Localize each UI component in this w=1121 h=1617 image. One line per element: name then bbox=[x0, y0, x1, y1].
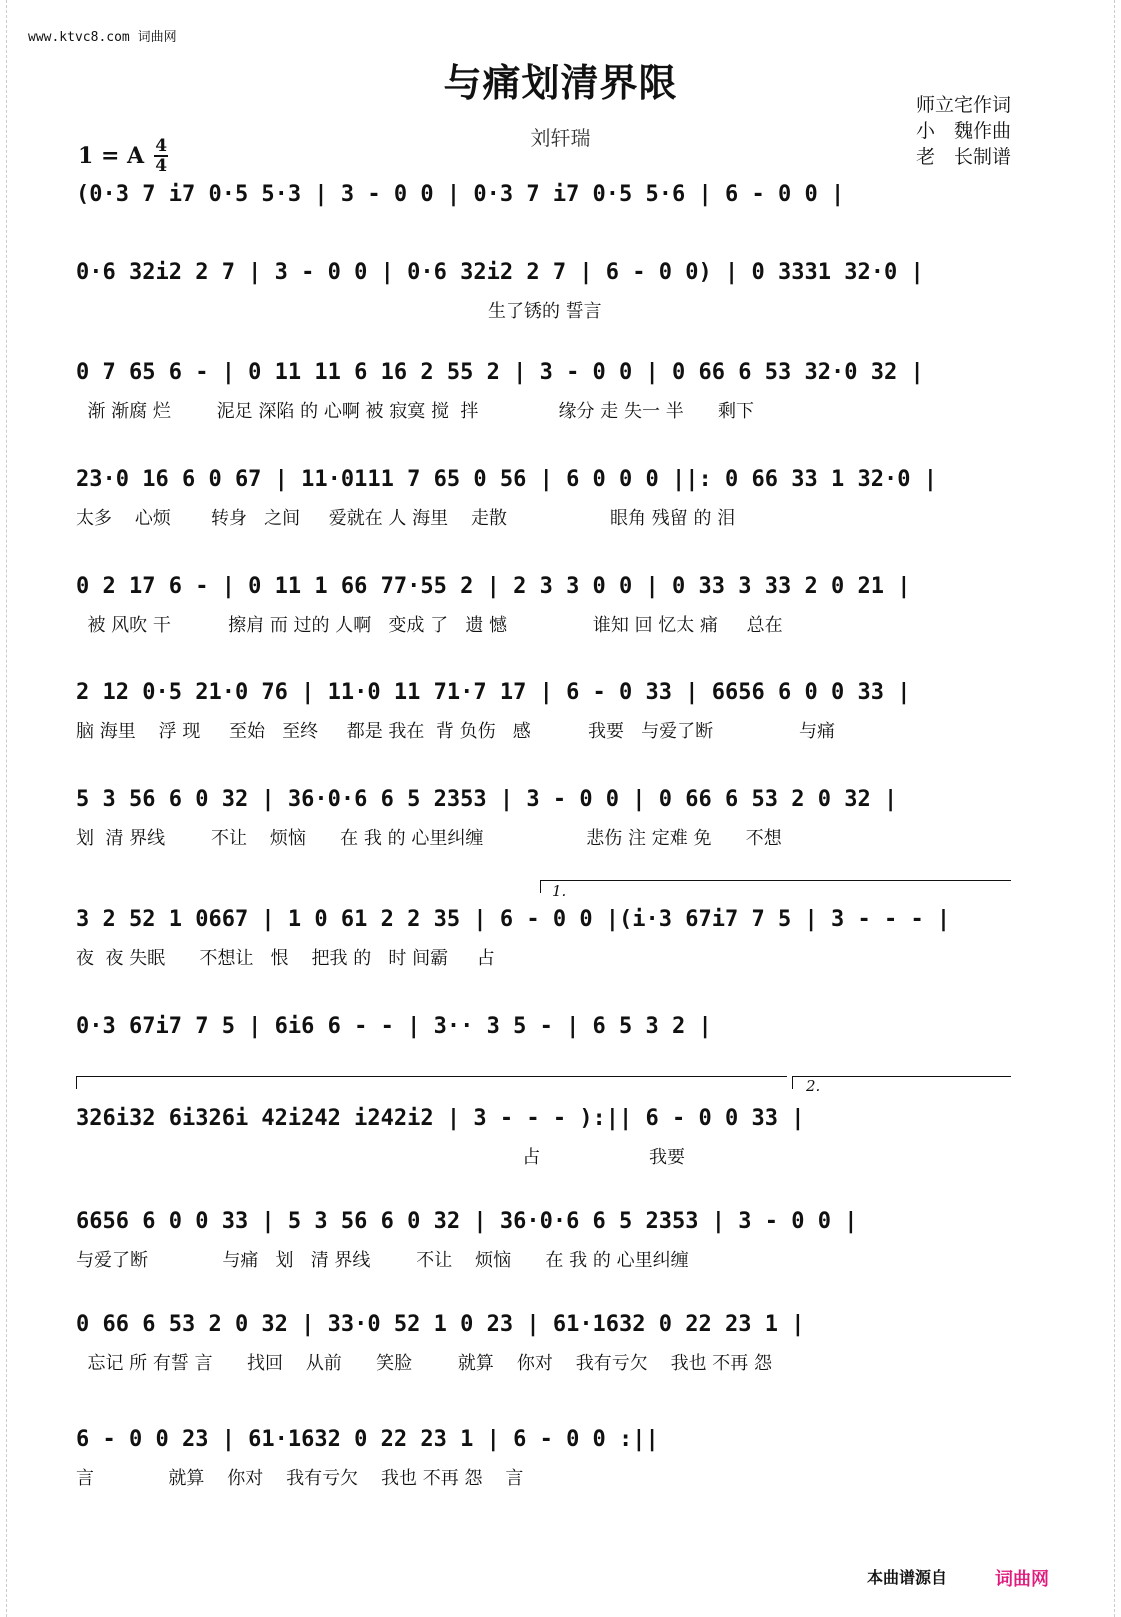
left-margin-rule bbox=[6, 0, 21, 1617]
time-signature bbox=[154, 138, 168, 174]
lyric-line: 言 就算 你对 我有亏欠 我也 不再 怨 言 bbox=[76, 1468, 524, 1489]
right-margin-rule bbox=[1100, 0, 1115, 1617]
singer-name: 刘轩瑞 bbox=[530, 126, 591, 150]
notation-line: (0·3 7 i7 0·5 5·3 | 3 - 0 0 | 0·3 7 i7 0·5 5·6 | 6 - 0 0 | bbox=[76, 182, 845, 207]
key-signature bbox=[78, 138, 168, 174]
source-label: 本曲谱源自 bbox=[866, 1568, 947, 1587]
second-ending-mark: 2. bbox=[806, 1077, 821, 1095]
notation-line: 3 2 52 1 0667 | 1 0 61 2 2 35 | 6 - 0 0 |(i·3 67i7 7 5 | 3 - - - | bbox=[76, 907, 951, 932]
notation-line: 5 3 56 6 0 32 | 36·0·6 6 5 2353 | 3 - 0 0 | 0 66 6 53 2 0 32 | bbox=[76, 787, 898, 812]
first-ending-bracket-continued bbox=[76, 1076, 787, 1089]
notation-line: 6 - 0 0 23 | 61·1632 0 22 23 1 | 6 - 0 0 :|| bbox=[76, 1427, 659, 1452]
score-row bbox=[76, 1207, 1042, 1273]
score-row bbox=[76, 905, 1042, 971]
score-row bbox=[76, 1425, 1042, 1491]
score-row bbox=[76, 258, 1042, 324]
lyricist-credit: 师立宅作词 bbox=[915, 94, 1011, 116]
footer bbox=[867, 1565, 1049, 1591]
second-ending-bracket bbox=[792, 1076, 1011, 1089]
score-row bbox=[76, 572, 1042, 638]
song-title: 与痛划清界限 bbox=[443, 61, 678, 105]
notation-line: 23·0 16 6 0 67 | 11·0111 7 65 0 56 | 6 0 0 0 ||: 0 66 33 1 32·0 | bbox=[76, 467, 937, 492]
score-row bbox=[76, 785, 1042, 851]
notation-line: 0·3 67i7 7 5 | 6i6 6 - - | 3·· 3 5 - | 6 5 3 2 | bbox=[76, 1014, 712, 1039]
lyric-line: 渐 渐腐 烂 泥足 深陷 的 心啊 被 寂寞 搅 拌 缘分 走 失一 半 剩下 bbox=[76, 401, 755, 422]
credits bbox=[916, 92, 1011, 170]
notation-line: 0 2 17 6 - | 0 11 1 66 77·55 2 | 2 3 3 0 0 | 0 33 3 33 2 0 21 | bbox=[76, 574, 911, 599]
lyric-line: 夜 夜 失眠 不想让 恨 把我 的 时 间霸 占 bbox=[76, 948, 495, 969]
composer-credit: 小 魏作曲 bbox=[915, 120, 1011, 142]
score-row bbox=[76, 678, 1042, 744]
notation-line: 2 12 0·5 21·0 76 | 11·0 11 71·7 17 | 6 - 0 33 | 6656 6 0 0 33 | bbox=[76, 680, 911, 705]
score-row bbox=[76, 1012, 1042, 1078]
notation-line: 0 66 6 53 2 0 32 | 33·0 52 1 0 23 | 61·1632 0 22 23 1 | bbox=[76, 1312, 805, 1337]
first-ending-mark: 1. bbox=[552, 882, 567, 900]
notation-line: 326i32 6i326i 42i242 i242i2 | 3 - - - ):|| 6 - 0 0 33 | bbox=[76, 1106, 805, 1131]
time-signature-bottom: 4 bbox=[155, 156, 168, 176]
transcriber-credit: 老 长制谱 bbox=[915, 146, 1011, 168]
lyric-line: 与爱了断 与痛 划 清 界线 不让 烦恼 在 我 的 心里纠缠 bbox=[76, 1250, 689, 1271]
score-row bbox=[76, 1310, 1042, 1376]
notation-line: 0·6 32i2 2 7 | 3 - 0 0 | 0·6 32i2 2 7 | 6 - 0 0) | 0 3331 32·0 | bbox=[76, 260, 924, 285]
lyric-line: 太多 心烦 转身 之间 爱就在 人 海里 走散 眼角 残留 的 泪 bbox=[76, 508, 736, 529]
site-url: www.ktvc8.com 词曲网 bbox=[28, 30, 177, 45]
notation-line: 6656 6 0 0 33 | 5 3 56 6 0 32 | 36·0·6 6 5 2353 | 3 - 0 0 | bbox=[76, 1209, 858, 1234]
key-label: 1 = A bbox=[78, 143, 145, 169]
lyric-line: 占 我要 bbox=[76, 1147, 686, 1168]
lyric-line bbox=[76, 1054, 1042, 1078]
score-row bbox=[76, 465, 1042, 531]
brand-link[interactable]: 词曲网 bbox=[995, 1569, 1049, 1590]
lyric-line: 被 风吹 干 擦肩 而 过的 人啊 变成 了 遗 憾 谁知 回 忆太 痛 总在 bbox=[76, 615, 783, 636]
notation-line: 0 7 65 6 - | 0 11 11 6 16 2 55 2 | 3 - 0 0 | 0 66 6 53 32·0 32 | bbox=[76, 360, 924, 385]
lyric-line: 划 清 界线 不让 烦恼 在 我 的 心里纠缠 悲伤 注 定难 免 不想 bbox=[76, 828, 782, 849]
time-signature-top: 4 bbox=[155, 136, 168, 156]
score-row bbox=[76, 1104, 1042, 1170]
score-row bbox=[76, 180, 1042, 246]
score-row bbox=[76, 358, 1042, 424]
lyric-line: 生了锈的 誓言 bbox=[76, 301, 602, 322]
lyric-line: 忘记 所 有誓 言 找回 从前 笑脸 就算 你对 我有亏欠 我也 不再 怨 bbox=[76, 1353, 773, 1374]
first-ending-bracket bbox=[540, 880, 1011, 893]
lyric-line: 脑 海里 浮 现 至始 至终 都是 我在 背 负伤 感 我要 与爱了断 与痛 bbox=[76, 721, 835, 742]
lyric-line bbox=[76, 222, 1042, 246]
